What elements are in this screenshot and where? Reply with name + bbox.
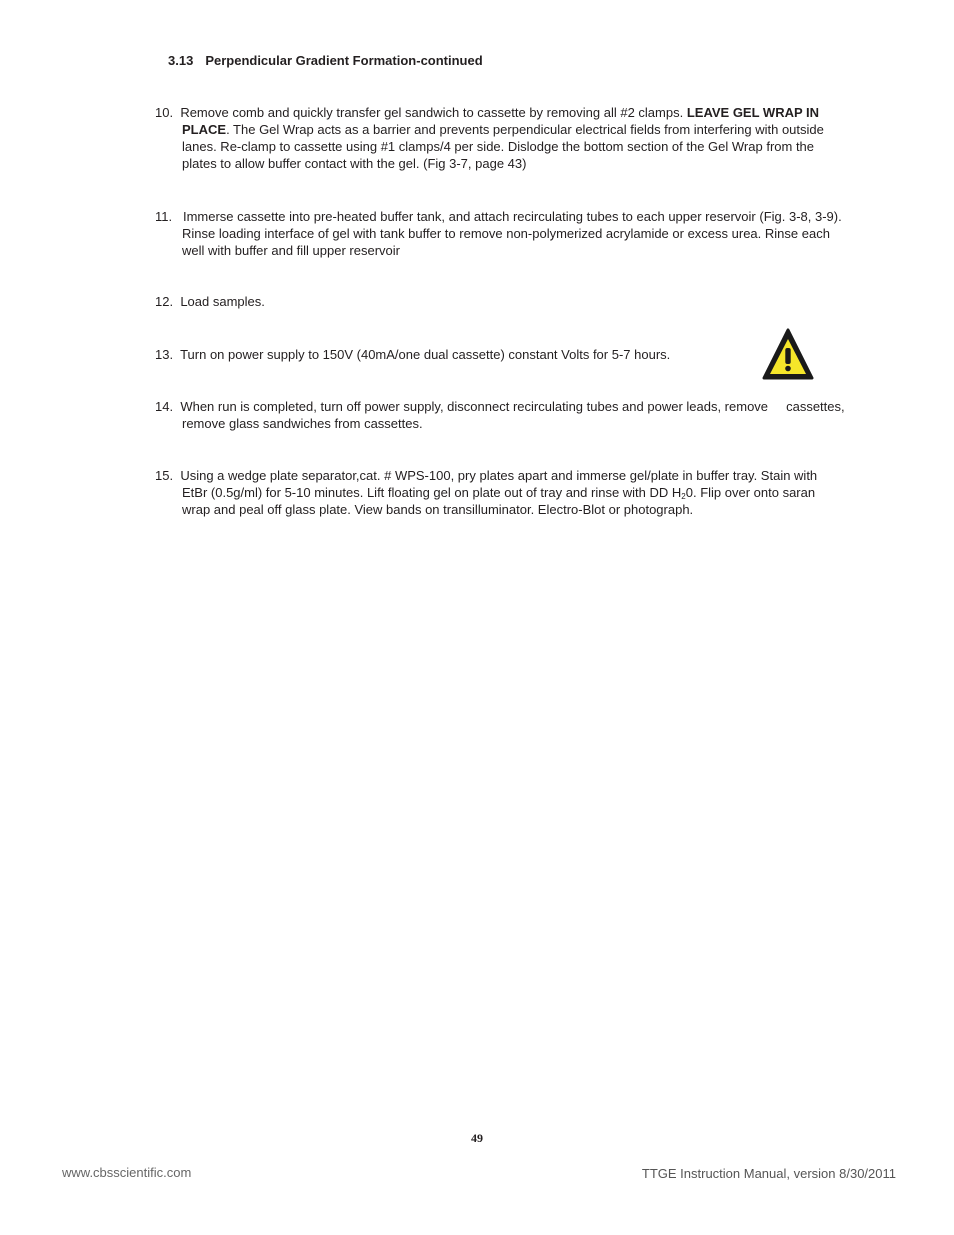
section-title: Perpendicular Gradient Formation-continued	[205, 53, 483, 68]
step-number: 15.	[155, 468, 174, 483]
page-number: 49	[471, 1131, 483, 1145]
step-text: . The Gel Wrap acts as a barrier and prevents perpendicular electrical fields from interfering with outside	[226, 122, 824, 137]
step-text: Rinse loading interface of gel with tank buffer to remove non-polymerized acrylamide or excess urea. Rinse each	[182, 226, 830, 241]
step-text: Remove comb and quickly transfer gel sandwich to cassette by removing all #2 clamps.	[180, 105, 687, 120]
step-text: Using a wedge plate separator,cat. # WPS-100, pry plates apart and immerse gel/plate in buffer tray. Stain with	[180, 468, 818, 483]
step-text: remove glass sandwiches from cassettes.	[182, 416, 423, 431]
step-12	[155, 293, 265, 310]
step-number: 13.	[155, 347, 174, 362]
step-text: Load samples.	[180, 294, 265, 309]
step-number: 12.	[155, 294, 174, 309]
step-15	[155, 467, 817, 518]
step-text: plates to allow buffer contact with the gel. (Fig 3-7, page 43)	[182, 156, 527, 171]
step-number: 10.	[155, 105, 174, 120]
section-heading	[168, 53, 483, 68]
step-text: Turn on power supply to 150V (40mA/one dual cassette) constant Volts for 5-7 hours.	[180, 347, 671, 362]
subscript: 2	[681, 492, 686, 501]
footer-manual-version: TTGE Instruction Manual, version 8/30/2011	[641, 1166, 896, 1181]
step-text: Immerse cassette into pre-heated buffer tank, and attach recirculating tubes to each upper reservoir (Fig. 3-8, 3-9).	[182, 209, 842, 224]
warning-icon	[762, 327, 814, 381]
footer-website: www.cbsscientific.com	[62, 1165, 192, 1180]
step-10	[155, 104, 824, 172]
step-text: lanes. Re-clamp to cassette using #1 clamps/4 per side. Dislodge the bottom section of the Gel Wrap from the	[182, 139, 815, 154]
step-text: 0. Flip over onto saran	[685, 485, 816, 500]
step-text: When run is completed, turn off power supply, disconnect recirculating tubes and power leads, remove cassettes,	[180, 399, 845, 414]
step-14	[155, 398, 845, 432]
step-text: EtBr (0.5g/ml) for 5-10 minutes. Lift floating gel on plate out of tray and rinse with DD H	[182, 485, 682, 500]
section-number: 3.13	[168, 53, 194, 68]
step-bold-text: LEAVE GEL WRAP IN	[686, 105, 820, 120]
step-13	[155, 346, 670, 363]
step-text: wrap and peal off glass plate. View bands on transilluminator. Electro-Blot or photograph.	[182, 502, 694, 517]
step-number: 14.	[155, 399, 174, 414]
step-bold-text: PLACE	[182, 122, 227, 137]
step-number: 11.	[155, 209, 173, 224]
step-text: well with buffer and fill upper reservoir	[182, 243, 400, 258]
step-11	[155, 208, 842, 259]
